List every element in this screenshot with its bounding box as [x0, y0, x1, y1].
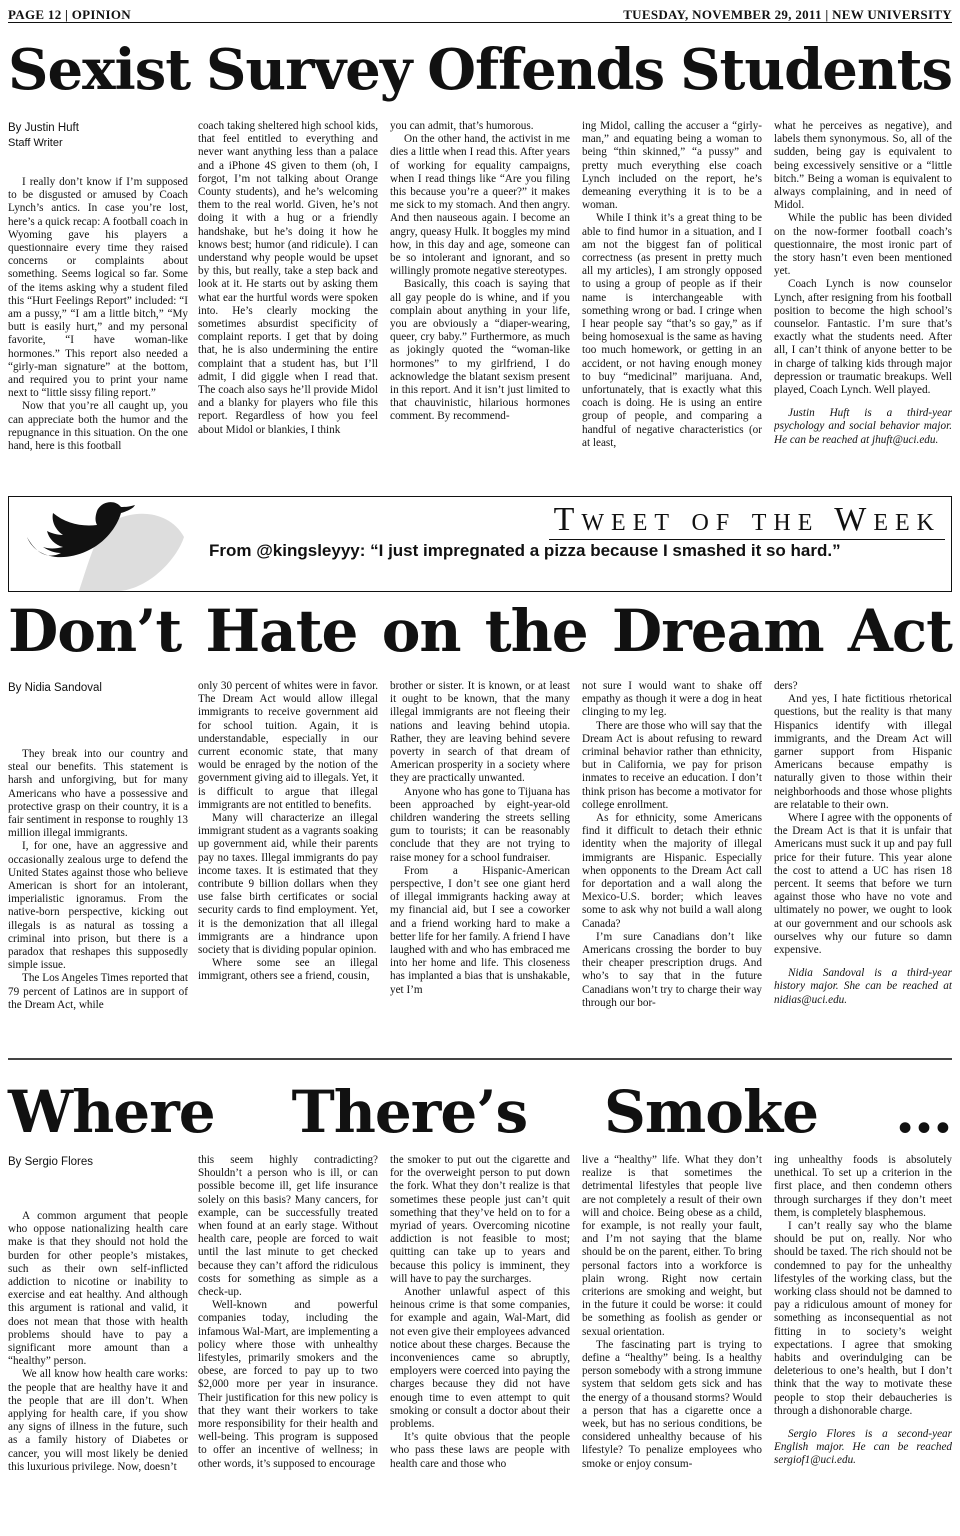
tweet-of-the-week-box: [8, 496, 952, 592]
section-divider: [8, 1058, 952, 1060]
article-column: [390, 1154, 570, 1532]
tweet-quote: From @kingsleyyy: “I just impregnated a pizza because I smashed it so hard.”: [209, 541, 841, 560]
paragraph: ing unhealthy foods is absolutely unethical. To set up a criterion in the first place, and then condemn others through surcharges if they don’t meet them, is completely blasphemous.: [774, 1154, 952, 1219]
article-column: [198, 120, 378, 492]
paragraph: only 30 percent of whites were in favor. The Dream Act would allow illegal immigrants to receive government aid for school tuition. Again, it is understandable, especially in our current economic state, that many would be enraged by the notion of the government giving aid to illegals. Yet, it is difficult to argue that illegal immigrants are not entitled to benefits.: [198, 680, 378, 811]
headline-word: Act: [847, 597, 952, 665]
paragraph: ders?: [774, 680, 798, 692]
paragraph: Now that you’re all caught up, you can appreciate both the humor and the repugnance in this situation. On the one hand, here is this football: [8, 400, 188, 453]
paragraph: this seem highly contradicting? Shouldn’t a person who is ill, or can possible become ill, get life insurance solely on this basis? Many cancers, for example, can be successfully treated when found at an early stage. Without health care, people are forced to wait until the last minute to get checked because they can’t afford the ridiculous costs for something as simple as a check-up.: [198, 1154, 378, 1299]
paragraph: I can’t really say who the blame should be put on, really. Nor who should be taxed. The rich should not be condemned to pay for the unhealthy lifestyles of the working class, but the working class should not be damned to pay a ridiculous amount of money for something as inconsequential as not fitting in to society’s weight expectations. I agree that smoking habits and overindulging can be deleterious to one’s health, but I don’t think that the way to motivate these people to stop their debaucheries is through a dishonorable charge.: [774, 1220, 952, 1417]
paragraph: While I think it’s a great thing to be able to find humor in a situation, and I am not the biggest fan of political correctness (as present in pretty much all my articles), I am strongly opposed to using a group of people as if their name is interchangeable with something wrong or bad. I cringe when I hear people say “that’s so gay,” as if being homosexual is the same as having too much homework, or getting in an accident, or not having enough money to buy “medicinal” marijuana. And, unfortunately, that is exactly what this coach is doing. He is using an entire group of people, and comparing a handful of negative characteristics (or at least,: [582, 212, 762, 449]
headline-word: There’s: [291, 1078, 528, 1146]
paragraph: Another unlawful aspect of this heinous crime is that some companies, for example and again, Wal-Mart, did not even give their employees advanced notice about these charges. Because the inconveniences came so abruptly, employers were coerced into paying the charges because they did not have enough time to even attempt to quit smoking or consult a doctor about their problems.: [390, 1286, 570, 1431]
headline-word: …: [894, 1078, 952, 1146]
article-column: [198, 1154, 378, 1532]
paragraph: And yes, I hate fictitious rhetorical questions, but the reality is that many Hispanics identify with illegal immigrants, and the Dream Act will garner support from Hispanic Americans because empathy is naturally given to those within their neighborhoods and those whose plights are relatable to their own.: [774, 693, 952, 811]
paragraph: There are those who will say that the Dream Act is about refusing to reward criminal behavior rather than ethnicity, but in California, we pay for prison inmates to receive an education. I don’t think prison has become a motivator for college enrollment.: [582, 719, 762, 811]
byline: By Sergio Flores: [8, 1156, 94, 1168]
headline-word: Dream: [611, 597, 824, 665]
article-column: [774, 680, 952, 1046]
headline-word: Where: [8, 1078, 215, 1146]
paragraph: Many will characterize an illegal immigrant student as a vagrants soaking up government aid, while their parents pay no taxes. Illegal immigrants do pay income taxes. It is estimated that they contribute 9 billion dollars when they use false birth certificates or social security cards to find employment. Yet, it is the demonization that all illegal immigrants are a hindrance upon society that is dividing popular opinion.: [198, 812, 378, 957]
paragraph: I, for one, have an aggressive and occasionally zealous urge to defend the United States against those who believe American is short for an intolerant, imperialistic ignoramus. From the native-born perspective, kicking out illegals is as natural as tossing a criminal into prison, but there is a paradox that reshapes this supposedly simple issue.: [8, 840, 188, 972]
article-column: [390, 120, 570, 492]
paragraph: The Los Angeles Times reported that 79 percent of Latinos are in support of the Dream Act, while: [8, 972, 188, 1011]
article-column: [8, 120, 188, 492]
article-column: [582, 1154, 762, 1532]
headline-word: Offends: [427, 37, 665, 103]
headline-word: Students: [680, 37, 952, 103]
paragraph: Anyone who has gone to Tijuana has been approached by eight-year-old children wandering the streets selling gum to tourists; it can be reasonably conclude that they are not trying to raise money for a school fundraiser.: [390, 785, 570, 864]
paragraph: I really don’t know if I’m supposed to be disgusted or amused by Coach Lynch’s antics. In case you’re lost, here’s a quick recap: A football coach in Wyoming gave his players a questionnaire every time they raised concerns or complaints about something. Seems logical so far. Some of the items asking why a student filed this “Hurt Feelings Report” included: “I am a pussy,” “I am a little bitch,” “My butt is easily hurt,” and my personal favorite, “I have woman-like hormones.” This report also needed a “girly-man signature” at the bottom, and required you to print your name next to “little sissy filing report.”: [8, 176, 188, 400]
paragraph: While the public has been divided on the now-former football coach’s questionnaire, the most ironic part of the story hasn’t even been mentioned yet.: [774, 212, 952, 278]
author-role: Staff Writer: [8, 137, 63, 149]
paragraph: As for ethnicity, some Americans find it difficult to detach their ethnic identity when the majority of illegal immigrants are Hispanic. Especially when opponents to the Dream Act call for deportation and a wall along the Mexico-U.S. border; which leaves some to ask why not build a wall along Canada?: [582, 812, 762, 930]
article-column: [390, 680, 570, 1046]
title-underline: [549, 539, 945, 540]
paragraph: ing Midol, calling the accuser a “girly-man,” and equating being a woman to being “thin skinned,” “a pussy” and pretty much everything else coach Lynch included on the report, he’s demeaning everything it is to be a woman.: [582, 120, 762, 212]
paragraph: not sure I would want to shake off empathy as though it were a dog in heat clinging to my leg.: [582, 680, 762, 719]
headline-where-theres-smoke: [8, 1074, 952, 1150]
article-dream-act: [8, 680, 952, 1046]
byline: By Justin Huft: [8, 122, 79, 134]
paragraph: Where some see an illegal immigrant, others see a friend, cousin,: [198, 957, 378, 983]
issue-date-label: TUESDAY, NOVEMBER 29, 2011 | NEW UNIVERSITY: [623, 7, 952, 22]
headline-word: Hate: [205, 597, 358, 665]
headline-word: Survey: [205, 37, 412, 103]
headline-word: the: [484, 597, 588, 665]
twitter-bird-icon: [9, 497, 199, 591]
headline-word: Sexist: [8, 37, 191, 103]
headline-sexist-survey: [8, 30, 952, 110]
paragraph: The fascinating part is trying to define a “healthy” being. Is a healthy person somebody with a strong immune system that seldom gets sick and has the energy of a thousand storms? Would a person that has a cigarette once a week, but has no serious conditions, be considered unhealthy because of his lifestyle? To penalize employees who smoke or enjoy consum-: [582, 1338, 762, 1470]
article-column: [582, 680, 762, 1046]
article-column: [582, 120, 762, 492]
paragraph: live a “healthy” life. What they don’t realize is that sometimes the detrimental lifestyles that people live are not completely a result of their own will and choice. Being obese as a child, for example, is not really your fault, and I’m not saying that the blame should be on the parent, either. To bring personal factors into a workforce is plain wrong. Right now certain criterions are smoking and weight, but in the future it could be worse: it could be something as foolish as gender or sexual orientation.: [582, 1154, 762, 1338]
paragraph: We all know how health care works: the people that are healthy have it and the people that are ill don’t. When applying for health care, if you show any signs of illness in the future, such as a family history of Diabetes or cancer, you will most likely be denied this luxurious privilege. Now, doesn’t: [8, 1368, 188, 1473]
paragraph: They break into our country and steal our benefits. This statement is harsh and unforgiving, but for many Americans who have a possessive and protective grasp on their country, it is a fair sentiment in response to roughly 13 million illegal immigrants.: [8, 748, 188, 840]
paragraph: the smoker to put out the cigarette and for the overweight person to put down the fork. What they don’t realize is that sometimes these people just can’t quit something that they’ve held on to for a myriad of years. Overcoming nicotine addiction is not feasible to most; quitting can take up to years and because this policy is imminent, they will have to pay the surcharges.: [390, 1154, 570, 1285]
article-column: [774, 120, 952, 492]
author-bio: Justin Huft is a third-year psychology and social behavior major. He can be reached at jhuft@uci.edu.: [774, 407, 952, 446]
paragraph: Where I agree with the opponents of the Dream Act is that it is unfair that Americans must suck it up and pay full price for their future. This year alone the cost to attend a UC has risen 18 percent. It seems that before we turn against those who have no vote and ultimately no power, we ought to look at our government and our schools ask ourselves why our future so damn expensive.: [774, 812, 952, 957]
paragraph: I’m sure Canadians don’t like Americans crossing the border to buy their cheaper prescription drugs. And who’s to say that in the future Canadians won’t try to charge their way through our bor-: [582, 930, 762, 1009]
article-column: [774, 1154, 952, 1532]
paragraph: brother or sister. It is known, or at least it ought to be known, that the many illegal immigrants are not fleeing their nations and leaving behind utopia. Rather, they are leaving behind severe poverty in search of that dream of American prosperity in a society where they are practically unwanted.: [390, 680, 570, 785]
author-bio: Nidia Sandoval is a third-year history major. She can be reached at nidias@uci.edu.: [774, 967, 952, 1006]
paragraph: It’s quite obvious that the people who pass these laws are people with health care and those who: [390, 1431, 570, 1470]
paragraph: Coach Lynch is now counselor Lynch, after resigning from his football position to become the high school’s counselor. Fantastic. I’m sure that’s exactly what the students need. After all, I can’t think of anyone better to be in charge of talking kids through major depression or traumatic breakups. Well played, Coach Lynch. Well played.: [774, 278, 952, 397]
masthead: [8, 6, 952, 23]
paragraph: coach taking sheltered high school kids, that feel entitled to everything and never want anything less than a palace and a iPhone 4S given to them (oh, I forgot, I’m not talking about Orange County students), and he’s welcoming them to the real world. Given, he’s not doing it with a hug or a friendly handshake, but he’s doing it how he knows best; humor (and ridicule). I can understand why people would be upset by this, but really, take a step back and look at it. He starts out by asking them what ear the hurtful words were spoken into. He’s clearly mocking the sometimes absurdist specificity of complaint reports. I get that by doing that, he is also undermining the entire complaint that a student has, but I’ll admit, I did giggle when I read that. The coach also says he’ll provide Midol and a blanky for players who file this report. Regardless of how you feel about Midol or blankies, I think: [198, 120, 378, 436]
author-bio: Sergio Flores is a second-year English major. He can be reached sergiof1@uci.edu.: [774, 1428, 952, 1467]
article-column: [8, 680, 188, 1046]
headline-word: Smoke: [604, 1078, 819, 1146]
headline-word: Don’t: [8, 597, 182, 665]
paragraph: From a Hispanic-American perspective, I don’t see one giant herd of illegal immigrants hacking away at my financial aid, but I see a coworker and a friend working hard to make a better life for her family. A friend I have laughed with and who has embraced me into her home and life. This closeness has implanted a bias that is unshakable, yet I’m: [390, 864, 570, 996]
article-sexist-survey: [8, 120, 952, 492]
byline: By Nidia Sandoval: [8, 682, 102, 694]
article-where-theres-smoke: [8, 1154, 952, 1532]
paragraph: you can admit, that’s humorous.: [390, 120, 534, 132]
headline-dream-act: [8, 596, 952, 666]
paragraph: On the other hand, the activist in me dies a little when I read this. After years of working for equality campaigns, when I read things like “Are you filing this because you’re a queer?” it makes me sick to my stomach. And then angry. And then nauseous again. I become an angry, queasy Hulk. It boggles my mind how, in this day and age, someone can be so intolerant and ignorant, and so willingly promote negative stereotypes.: [390, 133, 570, 278]
paragraph: Basically, this coach is saying that all gay people do is whine, and if you complain about anything in your life, you are obviously a “diaper-wearing, queer, cry baby.” Furthermore, as much as jokingly quoted the “woman-like hormones” to my girlfriend, I do acknowledge the blatant sexism present in this report. And it isn’t just limited to that chauvinistic, hilarious hormones comment. By recommend-: [390, 278, 570, 423]
paragraph: A common argument that people who oppose nationalizing health care make is that they should not hold the burden for other people’s mistakes, such as their own self-inflicted addiction to nicotine or inability to exercise and eat healthy. And although this argument is rational and valid, it does not mean that those with health problems should have to pay a significant more amount than a “healthy” person.: [8, 1210, 188, 1368]
paragraph: what he perceives as negative), and labels them synonymous. So, all of the sudden, being gay is equivalent to being excessively sensitive or a “little bitch.” Being a woman is equivalent to always complaining, and in need of Midol.: [774, 120, 952, 212]
page-section-label: PAGE 12 | OPINION: [8, 7, 131, 22]
article-column: [8, 1154, 188, 1532]
paragraph: Well-known and powerful companies today, including the infamous Wal-Mart, are implementing a policy where those with unhealthy lifestyles, primarily smokers and the obese, are forced to pay up to two $2,000 more per year in insurance. Their justification for this new policy is that they want their workers to take more responsibility for their health and well-being. This program is supposed to offer an incentive of wellness; in other words, it’s supposed to encourage: [198, 1299, 378, 1470]
headline-word: on: [381, 597, 461, 665]
tweet-section-title: Tweet of the Week: [553, 501, 941, 538]
article-column: [198, 680, 378, 1046]
